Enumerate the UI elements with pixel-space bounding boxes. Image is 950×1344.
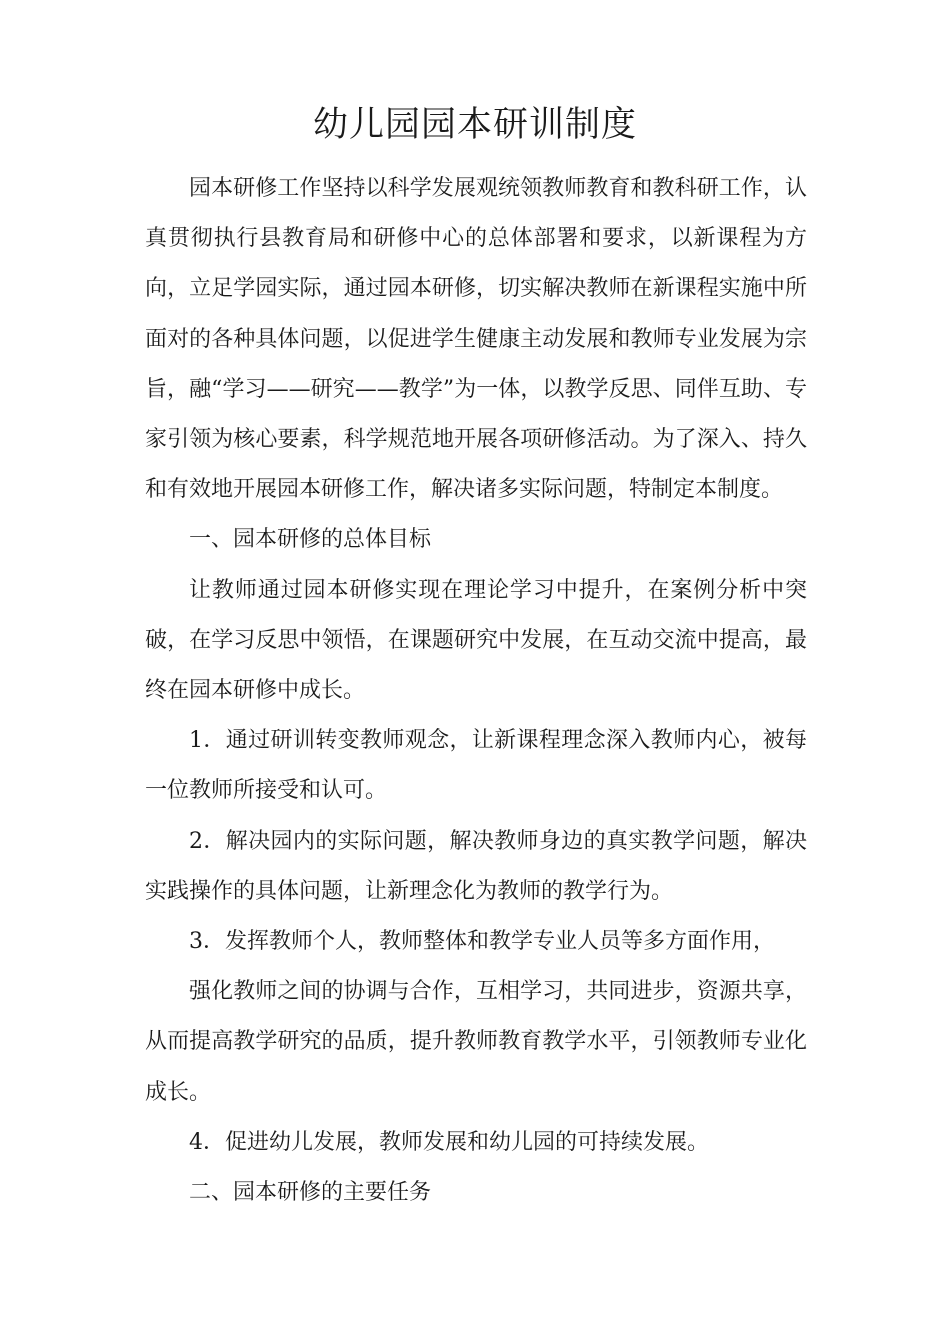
section-heading-goals: 一、园本研修的总体目标 — [189, 527, 432, 553]
document-body — [145, 164, 807, 1218]
goal-item-2: 2．解决园内的实际问题，解决教师身边的真实教学问题，解决实践操作的具体问题，让新理念化为教师的教学行为。 — [145, 828, 807, 904]
goals-summary-paragraph: 让教师通过园本研修实现在理论学习中提升，在案例分析中突破，在学习反思中领悟，在课题研究中发展，在互动交流中提高，最终在园本研修中成长。 — [145, 577, 807, 704]
goal-item-3: 3．发挥教师个人，教师整体和教学专业人员等多方面作用， — [189, 929, 775, 955]
goal-item-1: 1．通过研训转变教师观念，让新课程理念深入教师内心，被每一位教师所接受和认可。 — [145, 728, 807, 804]
goal-item-4: 4．促进幼儿发展，教师发展和幼儿园的可持续发展。 — [189, 1129, 709, 1155]
document-title: 幼儿园园本研训制度 — [312, 105, 637, 145]
section-heading-tasks: 二、园本研修的主要任务 — [189, 1180, 432, 1206]
intro-paragraph: 园本研修工作坚持以科学发展观统领教师教育和教科研工作，认真贯彻执行县教育局和研修中心的总体部署和要求，以新课程为方向，立足学园实际，通过园本研修，切实解决教师在新课程实施中所面对的各种具体问题，以促进学生健康主动发展和教师专业发展为宗旨，融“学习——研究——教学”为一体，以教学反思、同伴互助、专家引领为核心要素，科学规范地开展各项研修活动。为了深入、持久和有效地开展园本研修工作，解决诸多实际问题，特制定本制度。 — [145, 176, 807, 503]
goal-item-3-continued: 强化教师之间的协调与合作，互相学习，共同进步，资源共享，从而提高教学研究的品质，提升教师教育教学水平，引领教师专业化成长。 — [145, 979, 807, 1105]
